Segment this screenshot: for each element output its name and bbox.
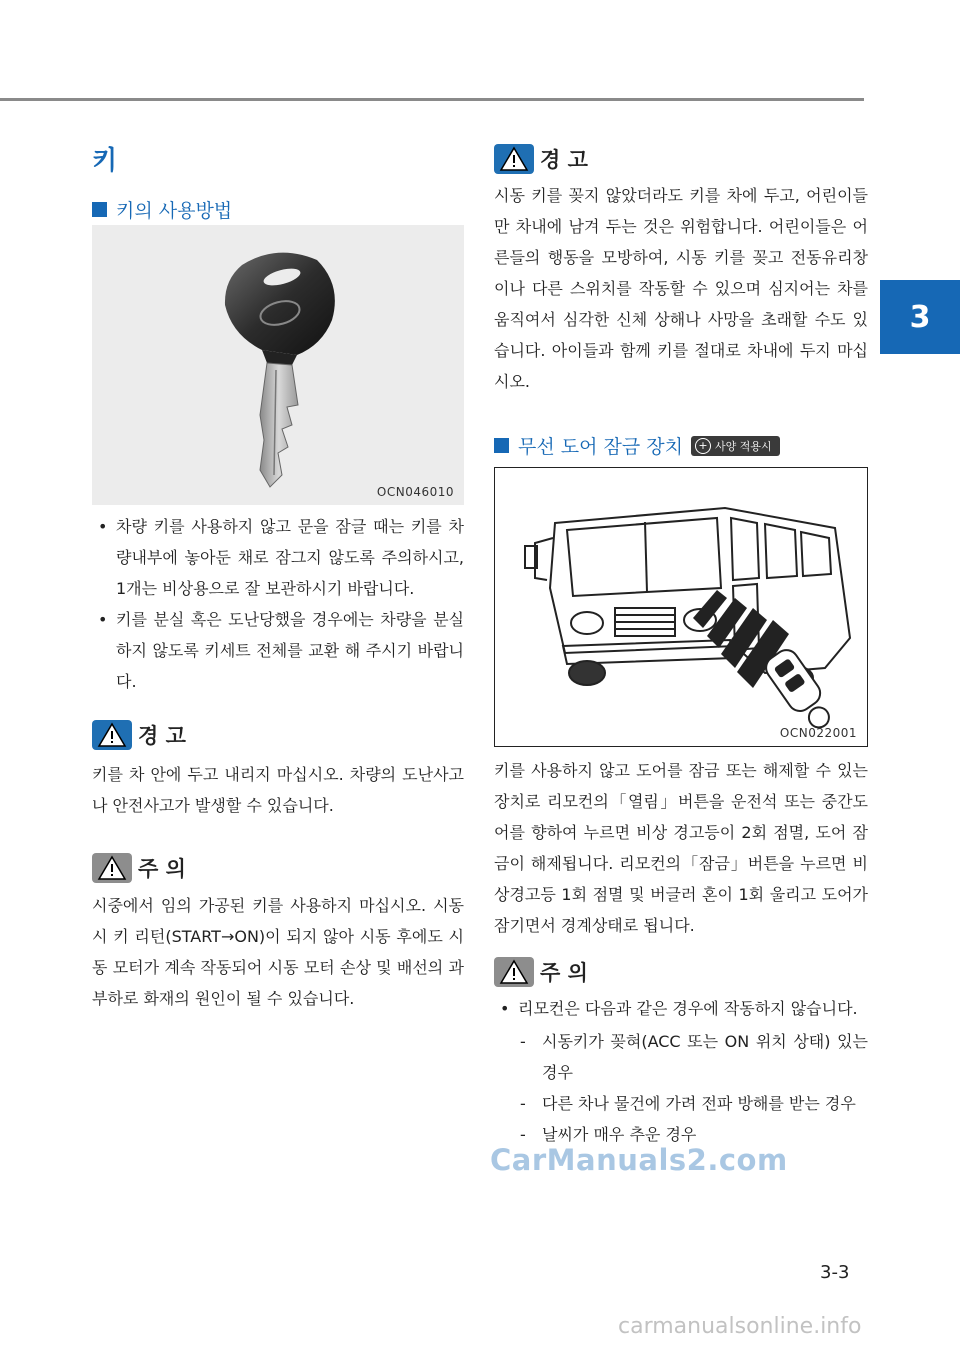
caution-heading: 주 의 [92, 853, 186, 883]
list-item: - 날씨가 매우 추운 경우 [494, 1119, 868, 1150]
list-item: - 다른 차나 물건에 가려 전파 방해를 받는 경우 [494, 1088, 868, 1119]
subsection-title-keyless-entry: 무선 도어 잠금 장치 + 사양 적용시 [494, 432, 780, 459]
warning-heading: 경 고 [92, 720, 186, 750]
warning-text: 키를 차 안에 두고 내리지 마십시오. 차량의 도난사고나 안전사고가 발생할 수 있습니다. [92, 765, 464, 815]
bus-remote-illustration [495, 468, 867, 746]
caution-triangle-icon [92, 853, 132, 883]
option-badge: + 사양 적용시 [691, 436, 780, 456]
bus-figure [494, 467, 868, 747]
watermark-link[interactable]: CarManuals2.com [490, 1143, 788, 1177]
page-number: 3-3 [820, 1262, 850, 1283]
plus-icon: + [695, 438, 711, 454]
warning-triangle-icon [92, 720, 132, 750]
key-usage-list [92, 511, 464, 697]
car-key-icon [92, 225, 464, 505]
remote-caution-sublist [494, 1026, 868, 1150]
caution-heading: 주 의 [494, 957, 588, 987]
watermark-footer: carmanualsonline.info [618, 1314, 862, 1339]
caution-triangle-icon [494, 957, 534, 987]
section-title: 키 [92, 146, 118, 176]
remote-caution-list [494, 993, 868, 1024]
list-item: - 시동키가 꽂혀(ACC 또는 ON 위치 상태) 있는 경우 [494, 1026, 868, 1088]
warning-triangle-icon [494, 144, 534, 174]
square-bullet-icon [92, 202, 107, 217]
subsection-title-key-usage: 키의 사용방법 [92, 196, 232, 223]
keyless-entry-description: 키를 사용하지 않고 도어를 잠금 또는 해제할 수 있는 장치로 리모컨의「열림」버튼을 운전석 또는 중간도어를 향하여 누르면 비상 경고등이 2회 점멸, 도어 잠금이 해제됩니다. 리모컨의「잠금」버튼을 누르면 비상경고등 1회 점멸 및 버글러 혼이 1회 울리고 도어가 잠기면서 경계상태로 됩니다. [494, 761, 868, 935]
header-rule [0, 98, 864, 101]
key-figure [92, 225, 464, 505]
square-bullet-icon [494, 438, 509, 453]
figure-code: OCN022001 [779, 726, 857, 740]
warning-heading: 경 고 [494, 144, 588, 174]
list-item: • 키를 분실 혹은 도난당했을 경우에는 차량을 분실하지 않도록 키세트 전체를 교환 해 주시기 바랍니다. [92, 604, 464, 697]
warning-text: 시동 키를 꽂지 않았더라도 키를 차에 두고, 어린이들만 차내에 남겨 두는 것은 위험합니다. 어린이들은 어른들의 행동을 모방하여, 시동 키를 꽂고 전동유리창이나 다른 스위치를 작동할 수 있으며 심지어는 차를 움직여서 심각한 신체 상해나 사망을 초래할 수도 있습니다. 아이들과 함께 키를 절대로 차내에 두지 마십시오. [494, 186, 868, 391]
list-item: • 리모컨은 다음과 같은 경우에 작동하지 않습니다. [494, 993, 868, 1024]
figure-code: OCN046010 [376, 485, 454, 499]
caution-text: 시중에서 임의 가공된 키를 사용하지 마십시오. 시동시 키 리턴(START→ON)이 되지 않아 시동 후에도 시동 모터가 계속 작동되어 시동 모터 손상 및 배선의 과부하로 화재의 원인이 될 수 있습니다. [92, 896, 464, 1008]
list-item: • 차량 키를 사용하지 않고 문을 잠글 때는 키를 차량내부에 놓아둔 채로 잠그지 않도록 주의하시고, 1개는 비상용으로 잘 보관하시기 바랍니다. [92, 511, 464, 604]
chapter-tab[interactable]: 3 [880, 280, 960, 354]
